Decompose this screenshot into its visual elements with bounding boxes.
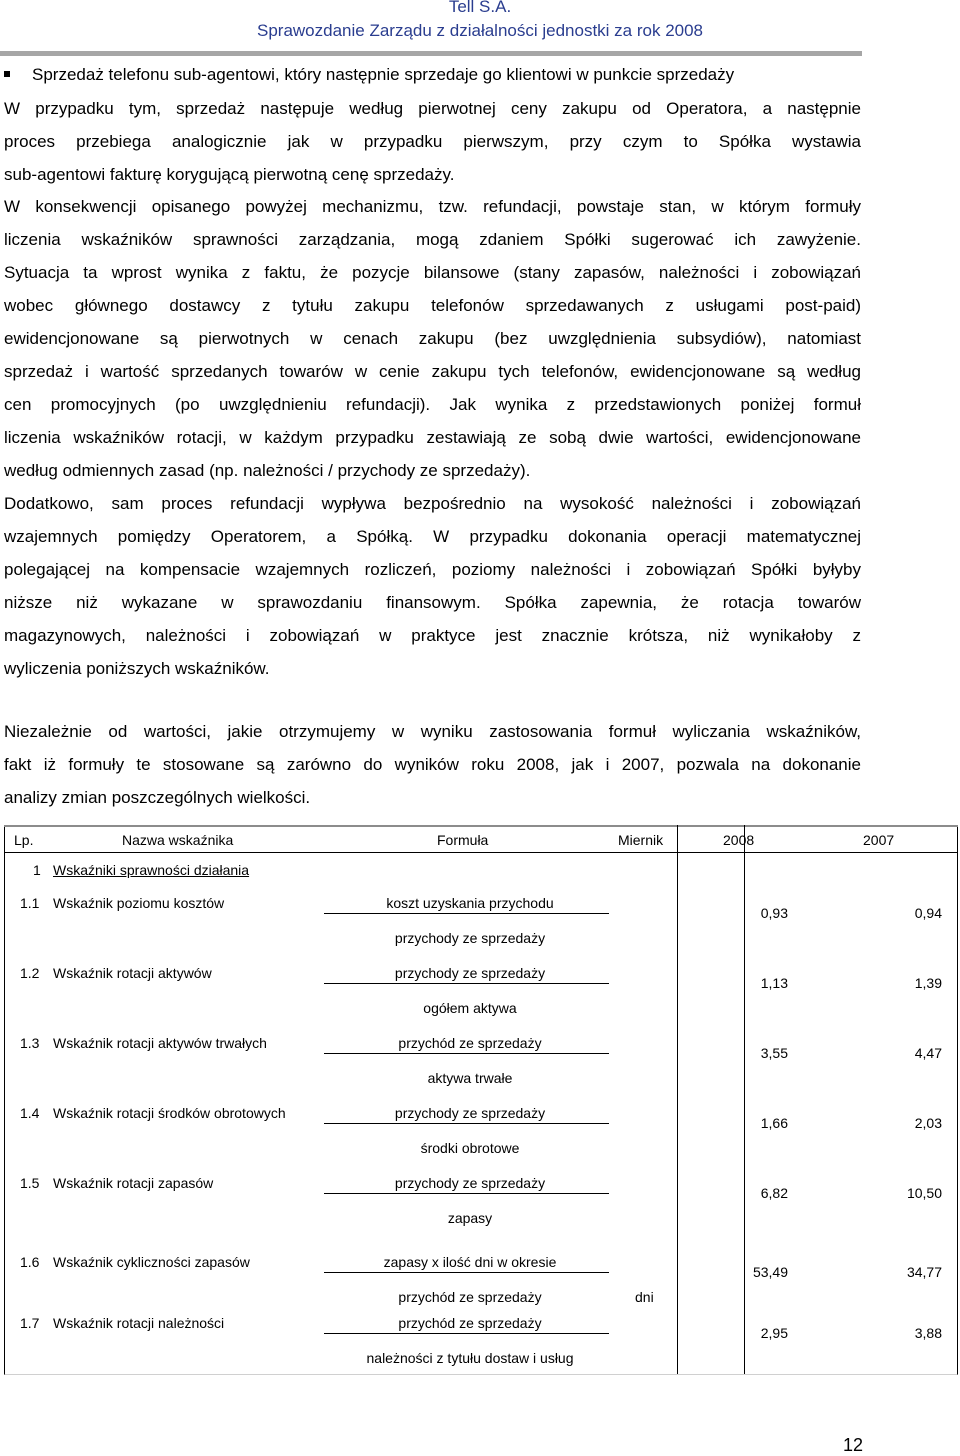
formula-numerator: koszt uzyskania przychodu [386,895,554,911]
value-2008: 0,93 [760,905,788,921]
table-top-border [4,825,958,827]
indicator-name: Wskaźnik rotacji aktywów trwałych [53,1035,267,1051]
formula-fraction-bar [324,1193,609,1194]
bullet-item [4,64,734,86]
text-line: cen promocyjnych (po uwzględnieniu refundacji). Jak wynika z przedstawionych poniżej formuł [4,395,861,414]
indicator-name: Wskaźnik rotacji środków obrotowych [53,1105,286,1121]
value-2008: 2,95 [760,1325,788,1341]
formula-fraction-bar [324,1053,609,1054]
text-line: ewidencjonowane są pierwotnych w cenach zakupu (bez uwzględnienia subsydiów), natomiast [4,329,861,348]
formula-numerator: przychód ze sprzedaży [398,1035,542,1051]
text-line: Niezależnie od wartości, jakie otrzymujemy w wyniku zastosowania formuł wyliczania wskaźników, [4,722,861,741]
indicator-name: Wskaźnik poziomu kosztów [53,895,225,911]
row-number: 1.2 [20,965,40,981]
text-line: proces przebiega analogicznie jak w przypadku pierwszym, przy czym to Spółka wystawia [4,132,861,151]
table-header-rule [4,852,958,853]
value-2007: 10,50 [906,1185,942,1201]
col-header-name: Nazwa wskaźnika [122,832,234,848]
formula-numerator: przychód ze sprzedaży [398,1315,542,1331]
text-line: W przypadku tym, sprzedaż następuje według pierwotnej ceny zakupu od Operatora, a następnie [4,99,861,118]
formula-fraction-bar [324,1333,609,1334]
row-number: 1.1 [20,895,40,911]
formula-numerator: przychody ze sprzedaży [394,1175,546,1191]
indicator-name: Wskaźnik rotacji należności [53,1315,225,1331]
bullet-text: Sprzedaż telefonu sub-agentowi, który następnie sprzedaje go klientowi w punkcie sprzedaży [32,65,735,84]
text-line: liczenia wskaźników sprawności zarządzania, mogą zdaniem Spółki sugerować ich zawyżenie. [4,230,861,249]
formula-fraction-bar [324,1123,609,1124]
indicator-name: Wskaźnik rotacji aktywów [53,965,212,981]
value-2008: 1,66 [760,1115,788,1131]
formula-denominator: ogółem aktywa [423,1000,517,1016]
header-divider [0,51,862,56]
value-2007: 2,03 [914,1115,942,1131]
text-line: według odmiennych zasad (np. należności / przychody ze sprzedaży). [4,461,531,480]
text-line: liczenia wskaźników rotacji, w każdym przypadku zestawiają ze sobą dwie wartości, ewidencjonowane [4,428,861,447]
value-2007: 34,77 [906,1264,942,1280]
row-number: 1.7 [20,1315,40,1331]
row-number: 1.5 [20,1175,40,1191]
value-2007: 4,47 [914,1045,942,1061]
table-column-divider [677,825,678,1374]
formula-fraction-bar [324,983,609,984]
company-name: Tell S.A. [448,0,512,16]
indicator-name: Wskaźnik cykliczności zapasów [53,1254,250,1270]
formula-denominator: zapasy [447,1210,493,1226]
formula-denominator: przychód ze sprzedaży [398,1289,542,1305]
row-number: 1.6 [20,1254,40,1270]
text-line: sprzedaż i wartość sprzedanych towarów w cenie zakupu tych telefonów, ewidencjonowane są według [4,362,861,381]
text-line: Sytuacja ta wprost wynika z faktu, że pozycje bilansowe (stany zapasów, należności i zobowiązań [4,263,861,282]
text-line: wzajemnych pomiędzy Operatorem, a Spółką. W przypadku dokonania operacji matematycznej [4,527,861,546]
text-line: magazynowych, należności i zobowiązań w praktyce jest znacznie krótsza, niż wynikałoby z [4,626,861,645]
text-line: fakt iż formuły te stosowane są zarówno do wyników roku 2008, jak i 2007, pozwala na dokonanie [4,755,861,774]
text-line: sub-agentowi fakturę korygującą pierwotną cenę sprzedaży. [4,165,455,184]
text-line: W konsekwencji opisanego powyżej mechanizmu, tzw. refundacji, powstaje stan, w którym formuły [4,197,861,216]
square-bullet-icon [4,71,10,77]
formula-numerator: zapasy x ilość dni w okresie [383,1254,557,1270]
formula-numerator: przychody ze sprzedaży [394,965,546,981]
value-2008: 53,49 [752,1264,788,1280]
col-header-2008: 2008 [723,832,755,848]
formula-fraction-bar [324,913,609,914]
section-title: Wskaźniki sprawności działania [53,862,250,878]
col-header-unit: Miernik [618,832,664,848]
text-line: polegającej na kompensacie wzajemnych rozliczeń, poziomy należności i zobowiązań Spółki byłyby [4,560,861,579]
text-line: wobec głównego dostawcy z tytułu zakupu telefonów sprzedawanych z usługami post-paid) [4,296,861,315]
value-2008: 3,55 [760,1045,788,1061]
formula-denominator: środki obrotowe [420,1140,520,1156]
indicators-table [4,825,958,1375]
value-2007: 0,94 [914,905,942,921]
col-header-lp: Lp. [14,832,34,848]
value-2007: 1,39 [914,975,942,991]
text-line: niższe niż wykazane w sprawozdaniu finansowym. Spółka zapewnia, że rotacja towarów [4,593,861,612]
col-header-2007: 2007 [863,832,895,848]
report-subtitle: Sprawozdanie Zarządu z działalności jednostki za rok 2008 [256,21,704,40]
text-line: analizy zmian poszczególnych wielkości. [4,788,311,807]
formula-denominator: należności z tytułu dostaw i usług [366,1350,574,1366]
page-number: 12 [843,1435,864,1455]
text-line: Dodatkowo, sam proces refundacji wypływa bezpośrednio na wysokość należności i zobowiązań [4,494,861,513]
paragraph-refund-consequences [4,190,861,685]
section-number: 1 [33,862,41,878]
unit-value: dni [635,1289,654,1305]
text-line: wyliczenia poniższych wskaźników. [4,659,270,678]
row-number: 1.3 [20,1035,40,1051]
formula-numerator: przychody ze sprzedaży [394,1105,546,1121]
formula-fraction-bar [324,1272,609,1273]
formula-denominator: aktywa trwałe [427,1070,513,1086]
value-2007: 3,88 [914,1325,942,1341]
indicator-name: Wskaźnik rotacji zapasów [53,1175,214,1191]
formula-denominator: przychody ze sprzedaży [394,930,546,946]
value-2008: 6,82 [760,1185,788,1201]
value-2008: 1,13 [760,975,788,991]
row-number: 1.4 [20,1105,40,1121]
paragraph-analysis [4,715,861,814]
paragraph-refund-process [4,92,861,191]
col-header-formula: Formuła [437,832,489,848]
